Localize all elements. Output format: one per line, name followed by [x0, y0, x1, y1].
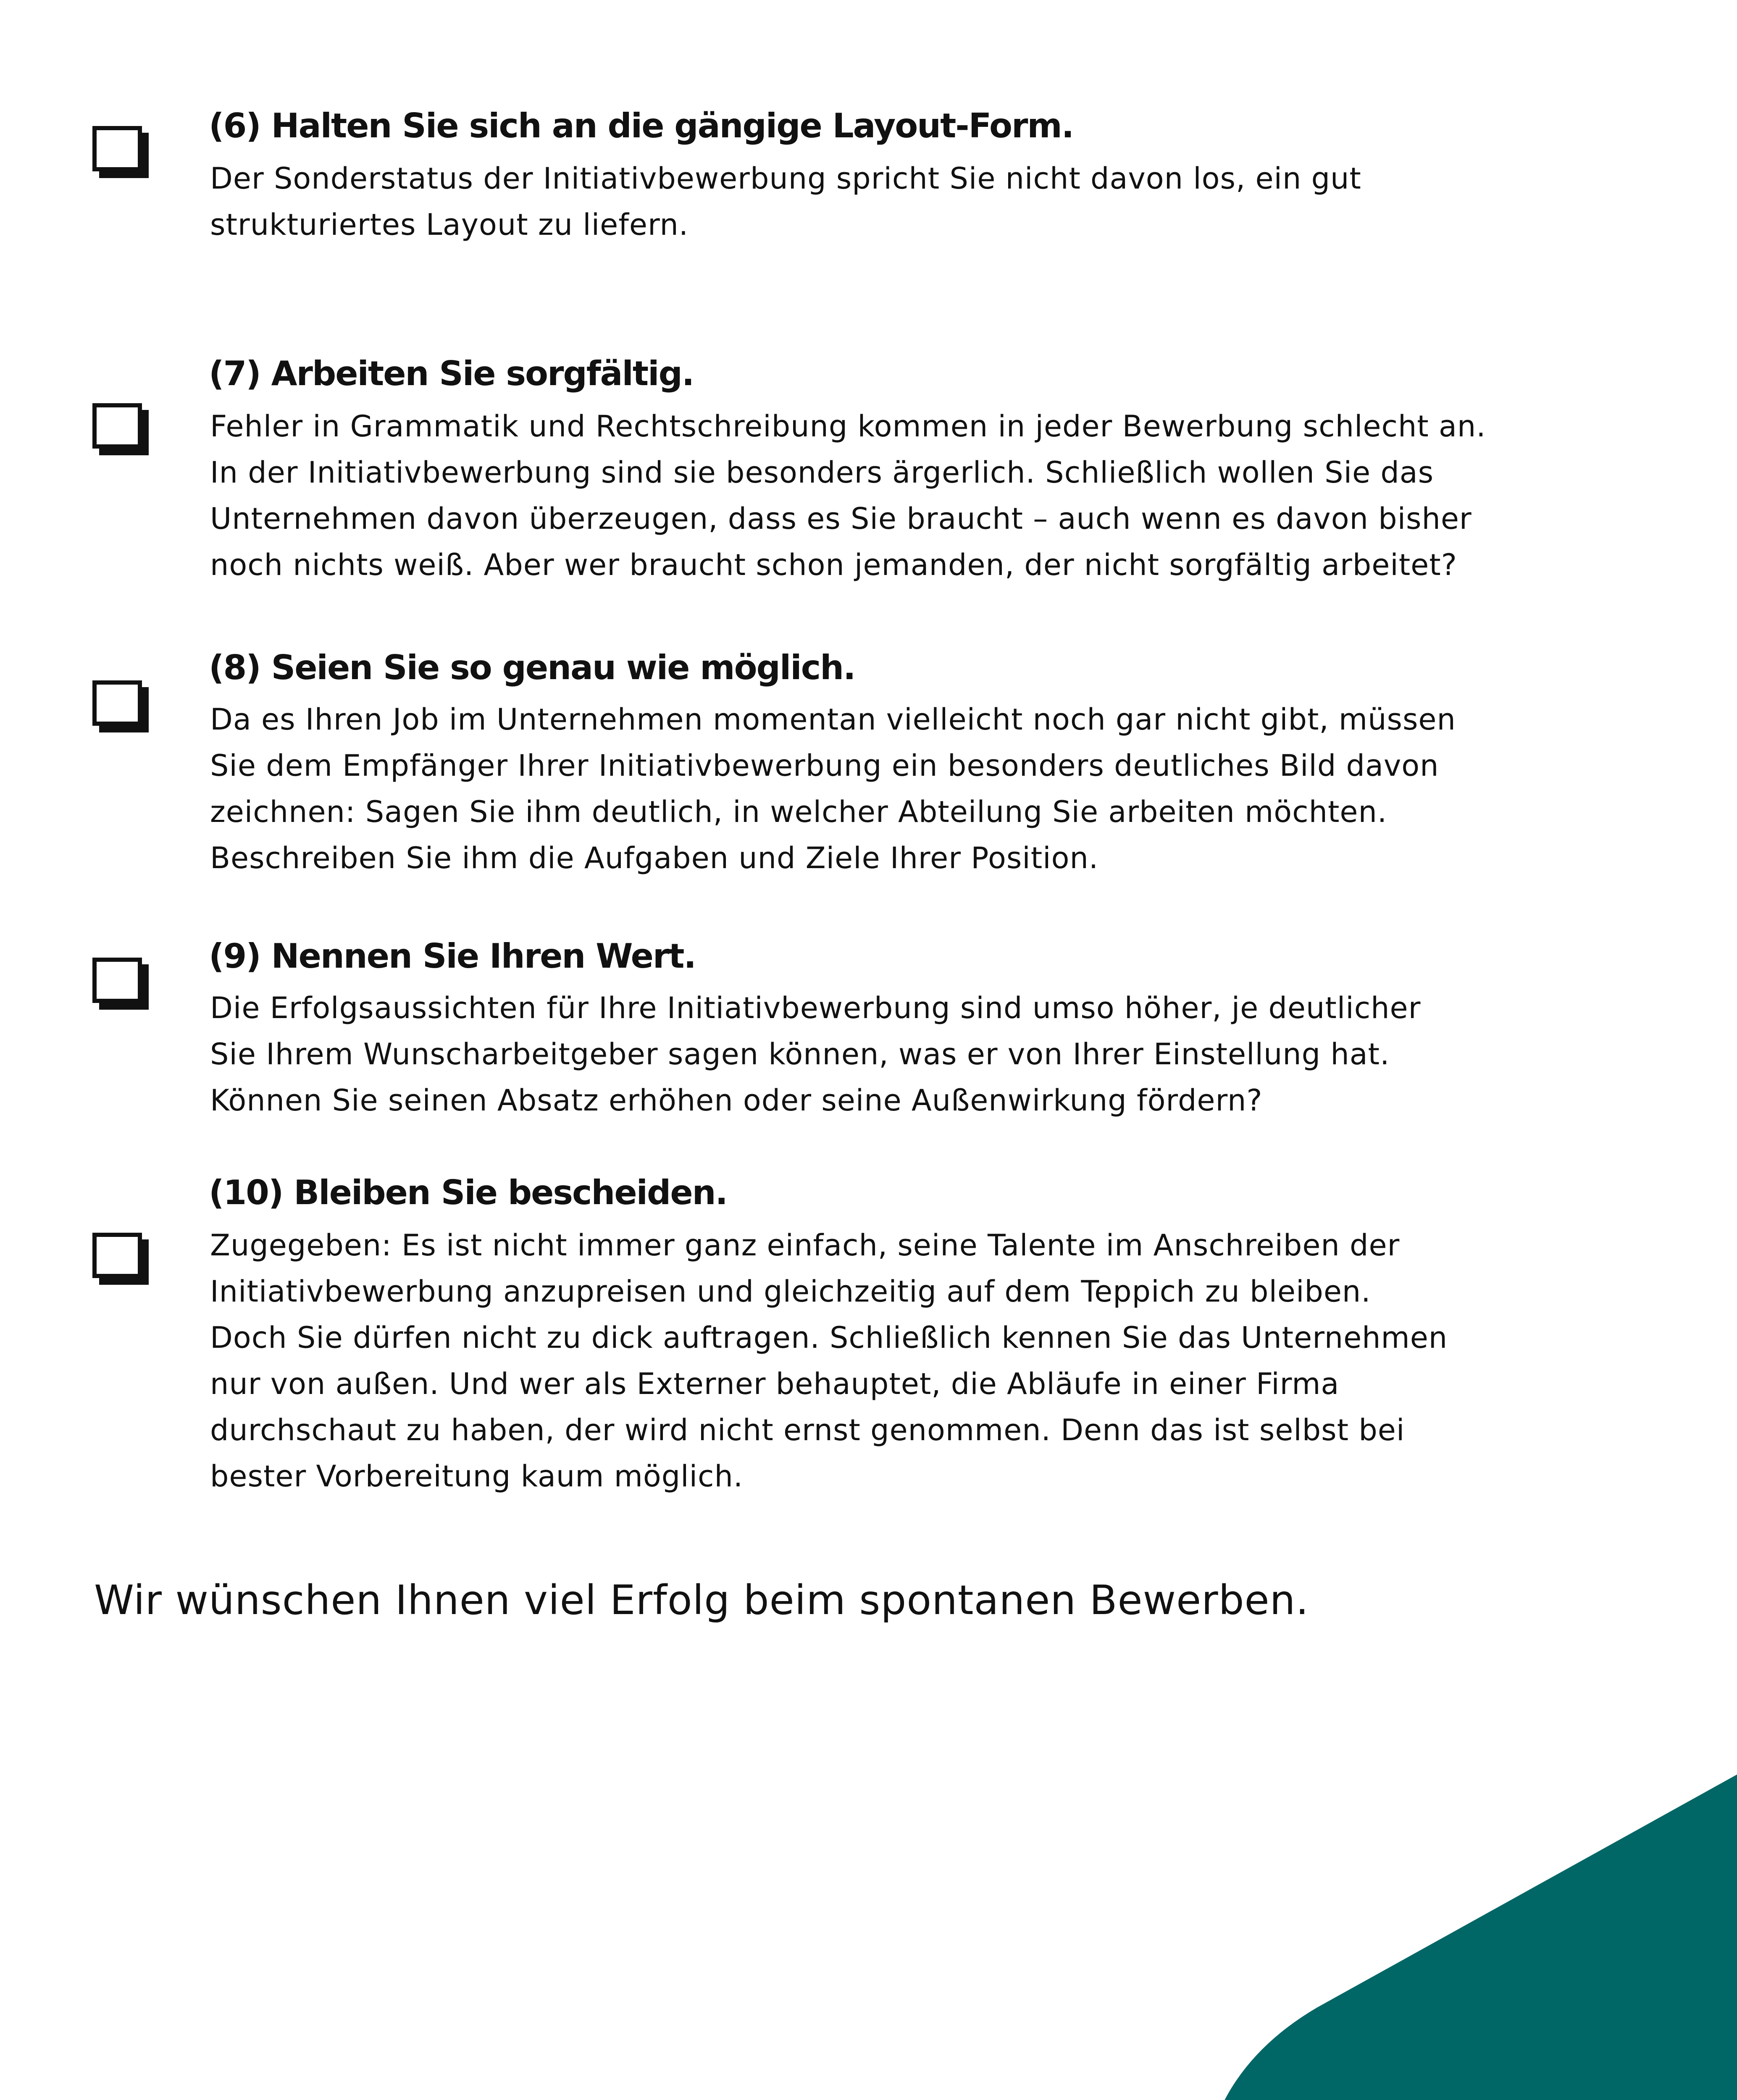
item-description [210, 403, 1596, 588]
description-line: Der Sonderstatus der Initiativbewerbung spricht Sie nicht davon los, ein gut [210, 161, 1361, 196]
description-line: Können Sie seinen Absatz erhöhen oder seine Außenwirkung fördern? [210, 1083, 1263, 1118]
description-line: bester Vorbereitung kaum möglich. [210, 1459, 744, 1494]
item-title: (9) Nennen Sie Ihren Wert. [209, 937, 696, 976]
checkbox-icon[interactable] [92, 126, 142, 171]
description-line: Doch Sie dürfen nicht zu dick auftragen. Schließlich kennen Sie das Unternehmen [210, 1320, 1448, 1355]
item-title: (7) Arbeiten Sie sorgfältig. [209, 354, 694, 393]
item-title: (6) Halten Sie sich an die gängige Layout-Form. [209, 106, 1074, 145]
closing-message: Wir wünschen Ihnen viel Erfolg beim spontanen Bewerben. [94, 1577, 1309, 1624]
description-line: Da es Ihren Job im Unternehmen momentan vielleicht noch gar nicht gibt, müssen [210, 702, 1456, 737]
description-line: Sie Ihrem Wunscharbeitgeber sagen können, was er von Ihrer Einstellung hat. [210, 1037, 1390, 1071]
description-line: Unternehmen davon überzeugen, dass es Sie braucht – auch wenn es davon bisher [210, 501, 1472, 536]
brand-panel-path [1201, 1774, 1737, 2100]
item-title: (10) Bleiben Sie bescheiden. [209, 1173, 727, 1212]
checkbox-icon[interactable] [92, 1233, 142, 1278]
description-line: durchschaut zu haben, der wird nicht ernst genommen. Denn das ist selbst bei [210, 1413, 1405, 1447]
description-line: noch nichts weiß. Aber wer braucht schon jemanden, der nicht sorgfältig arbeitet? [210, 548, 1457, 582]
checkbox-icon[interactable] [92, 958, 142, 1003]
item-description [210, 155, 1596, 248]
description-line: zeichnen: Sagen Sie ihm deutlich, in welcher Abteilung Sie arbeiten möchten. [210, 795, 1387, 829]
description-line: In der Initiativbewerbung sind sie besonders ärgerlich. Schließlich wollen Sie das [210, 455, 1434, 490]
description-line: Initiativbewerbung anzupreisen und gleichzeitig auf dem Teppich zu bleiben. [210, 1274, 1371, 1309]
description-line: Sie dem Empfänger Ihrer Initiativbewerbung ein besonders deutliches Bild davon [210, 748, 1439, 783]
checkbox-icon[interactable] [92, 680, 142, 726]
checkbox-icon[interactable] [92, 403, 142, 449]
item-description [210, 696, 1596, 881]
item-description [210, 1222, 1596, 1499]
item-title: (8) Seien Sie so genau wie möglich. [209, 648, 855, 687]
item-description [210, 985, 1596, 1124]
description-line: Beschreiben Sie ihm die Aufgaben und Ziele Ihrer Position. [210, 841, 1099, 875]
description-line: strukturiertes Layout zu liefern. [210, 207, 689, 242]
description-line: Fehler in Grammatik und Rechtschreibung kommen in jeder Bewerbung schlecht an. [210, 409, 1486, 444]
description-line: Zugegeben: Es ist nicht immer ganz einfach, seine Talente im Anschreiben der [210, 1228, 1400, 1263]
description-line: Die Erfolgsaussichten für Ihre Initiativbewerbung sind umso höher, je deutlicher [210, 991, 1421, 1025]
description-line: nur von außen. Und wer als Externer behauptet, die Abläufe in einer Firma [210, 1367, 1340, 1401]
